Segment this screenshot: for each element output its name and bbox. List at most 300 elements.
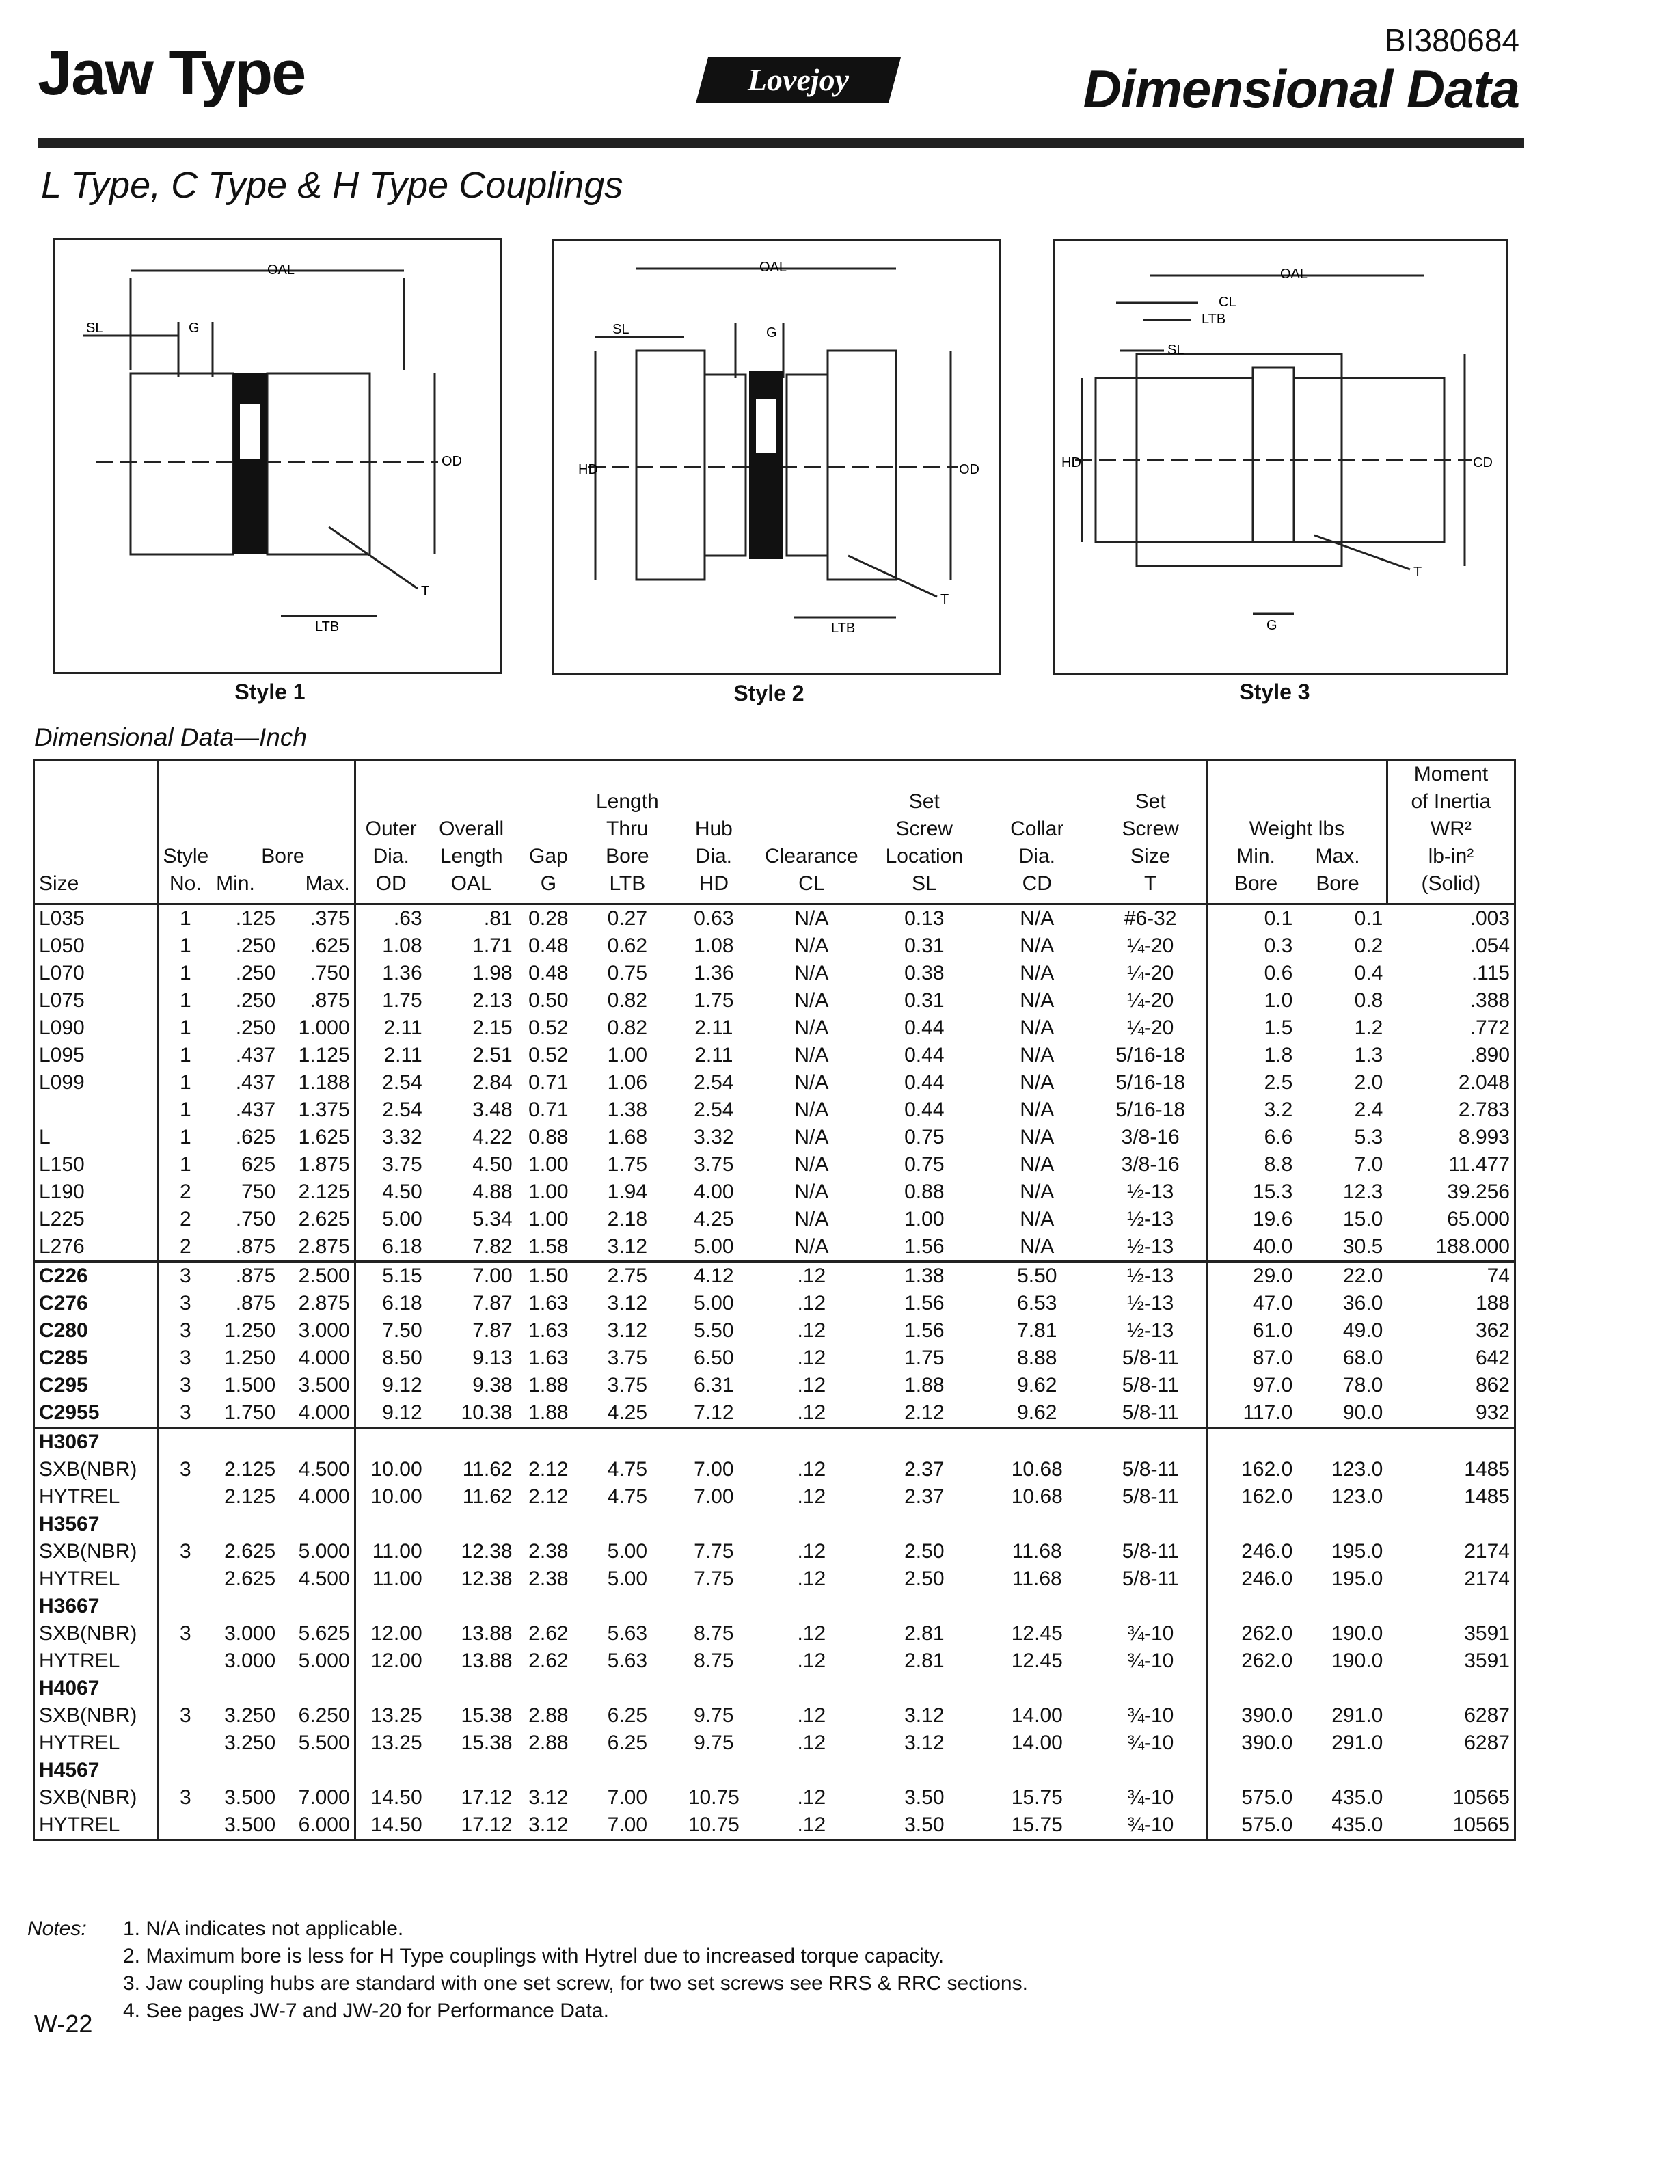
table-cell: 15.75 xyxy=(1011,1814,1063,1836)
table-cell: 61.0 xyxy=(1252,1319,1293,1342)
table-cell xyxy=(1096,1593,1207,1620)
table-cell: 2.783 xyxy=(1458,1098,1510,1121)
table-cell: ½-13 xyxy=(1096,1233,1207,1262)
table-cell: ½-13 xyxy=(1096,1178,1207,1206)
table-cell xyxy=(212,1675,280,1702)
style1-label: Style 1 xyxy=(234,679,306,704)
table-row xyxy=(34,1014,1515,1042)
table-cell: 1.375 xyxy=(280,1096,355,1124)
table-cell: .12 xyxy=(797,1567,826,1590)
table-cell: 1.8 xyxy=(1264,1044,1293,1066)
table-cell xyxy=(580,1675,674,1702)
table-row xyxy=(34,1784,1515,1811)
table-cell: 7.81 xyxy=(1017,1319,1057,1342)
table-cell: N/A xyxy=(794,962,829,984)
table-cell: 932 xyxy=(1475,1401,1510,1424)
table-cell: ½-13 xyxy=(1096,1317,1207,1345)
size-cell: C285 xyxy=(34,1345,158,1372)
table-cell: 8.75 xyxy=(694,1622,734,1645)
table-cell: 3.32 xyxy=(694,1126,734,1148)
table-cell: 5/16-18 xyxy=(1096,1042,1207,1069)
size-cell: SXB(NBR) xyxy=(34,1620,158,1647)
table-cell xyxy=(1387,1593,1515,1620)
table-cell: N/A xyxy=(1020,989,1055,1012)
table-cell: 5/16-18 xyxy=(1096,1096,1207,1124)
table-cell xyxy=(870,1675,979,1702)
table-cell: 750 xyxy=(241,1181,276,1203)
table-cell: 2.62 xyxy=(528,1649,569,1672)
table-cell: 0.31 xyxy=(904,934,945,957)
table-cell xyxy=(426,1675,517,1702)
table-cell xyxy=(426,1757,517,1784)
table-cell: 5/8-11 xyxy=(1096,1483,1207,1511)
table-cell: 246.0 xyxy=(1241,1540,1293,1563)
table-cell: 1.56 xyxy=(904,1319,945,1342)
table-cell: 1.75 xyxy=(694,989,734,1012)
table-cell: 11.00 xyxy=(372,1540,422,1563)
table-cell xyxy=(1387,1675,1515,1702)
table-cell xyxy=(1297,1675,1387,1702)
table-cell: 5.34 xyxy=(472,1208,513,1230)
t-label: T xyxy=(421,584,430,599)
table-cell xyxy=(517,1757,580,1784)
table-cell xyxy=(979,1675,1095,1702)
od-label: OD xyxy=(442,454,462,469)
table-row xyxy=(34,1290,1515,1317)
table-cell: N/A xyxy=(1020,934,1055,957)
table-cell: .12 xyxy=(797,1458,826,1481)
table-cell: 3.75 xyxy=(382,1153,422,1176)
table-cell: 5.63 xyxy=(607,1649,648,1672)
table-cell xyxy=(280,1593,355,1620)
table-cell: 7.00 xyxy=(607,1814,648,1836)
table-cell: 0.8 xyxy=(1354,989,1383,1012)
table-row xyxy=(34,1233,1515,1262)
table-cell: N/A xyxy=(794,1181,829,1203)
table-cell xyxy=(1387,1511,1515,1538)
table-cell xyxy=(355,1511,426,1538)
h-type-rows xyxy=(34,1428,1515,1840)
style1-diagram xyxy=(53,238,502,674)
table-cell: 15.0 xyxy=(1342,1208,1383,1230)
table-cell xyxy=(280,1675,355,1702)
section-title: Dimensional Data xyxy=(1083,59,1519,119)
table-cell: 1.58 xyxy=(528,1235,569,1258)
note-item: 1. N/A indicates not applicable. xyxy=(123,1917,404,1940)
table-cell: 2174 xyxy=(1464,1567,1510,1590)
table-cell: ½-13 xyxy=(1096,1206,1207,1233)
table-cell: 8.50 xyxy=(382,1347,422,1369)
table-cell: 22.0 xyxy=(1297,1262,1387,1291)
table-cell: 117.0 xyxy=(1243,1401,1293,1424)
table-cell: 49.0 xyxy=(1342,1319,1383,1342)
table-cell: 10565 xyxy=(1452,1786,1510,1809)
table-cell: 6.18 xyxy=(382,1235,422,1258)
table-cell: 1.38 xyxy=(607,1098,648,1121)
table-cell: 3.50 xyxy=(904,1814,945,1836)
size-cell: L150 xyxy=(34,1151,158,1178)
table-cell xyxy=(158,1729,212,1757)
table-cell: 6.53 xyxy=(1017,1292,1057,1315)
table-cell: 2.125 xyxy=(224,1458,276,1481)
table-cell: .437 xyxy=(235,1071,276,1094)
table-cell: 15.3 xyxy=(1252,1181,1293,1203)
table-cell: 5/8-11 xyxy=(1096,1456,1207,1483)
table-cell: 4.000 xyxy=(280,1483,355,1511)
table-cell: 12.38 xyxy=(461,1567,513,1590)
table-cell: 7.82 xyxy=(472,1235,513,1258)
table-cell: 40.0 xyxy=(1252,1235,1293,1258)
style3-diagram xyxy=(1053,239,1508,675)
table-cell: 13.88 xyxy=(461,1622,513,1645)
table-cell: .625 xyxy=(235,1126,276,1148)
table-row xyxy=(34,932,1515,960)
table-cell: 0.75 xyxy=(904,1126,945,1148)
table-cell: 2.11 xyxy=(694,1016,733,1039)
table-cell: 2.38 xyxy=(528,1540,569,1563)
table-cell: 262.0 xyxy=(1241,1622,1293,1645)
table-cell: ¾-10 xyxy=(1096,1729,1207,1757)
table-cell: 3 xyxy=(179,1458,191,1481)
table-cell: 2 xyxy=(179,1208,191,1230)
table-cell: 3 xyxy=(179,1622,191,1645)
table-cell: 2.75 xyxy=(580,1262,674,1291)
table-cell: 2.125 xyxy=(224,1485,276,1508)
table-cell: .12 xyxy=(753,1262,869,1291)
table-cell: 195.0 xyxy=(1331,1540,1383,1563)
table-cell xyxy=(158,1757,212,1784)
style3-drawing xyxy=(1055,241,1506,673)
size-cell: L190 xyxy=(34,1178,158,1206)
table-cell: .125 xyxy=(235,907,276,930)
table-cell: 10565 xyxy=(1452,1814,1510,1836)
table-cell: 3.12 xyxy=(607,1235,648,1258)
col-cd: Collar Dia. CD xyxy=(979,760,1095,904)
table-cell: 65.000 xyxy=(1447,1208,1510,1230)
g-label: G xyxy=(766,325,777,340)
table-cell xyxy=(158,1593,212,1620)
note-item: 4. See pages JW-7 and JW-20 for Performance Data. xyxy=(123,1999,609,2022)
table-row xyxy=(34,1151,1515,1178)
table-cell: 6287 xyxy=(1464,1704,1510,1727)
size-cell: HYTREL xyxy=(34,1729,158,1757)
table-cell: 8.75 xyxy=(694,1649,734,1672)
table-cell: 3.000 xyxy=(280,1317,355,1345)
table-cell: ¼-20 xyxy=(1096,932,1207,960)
table-cell: 5.500 xyxy=(280,1729,355,1757)
note-item: 2. Maximum bore is less for H Type couplings with Hytrel due to increased torque capacity. xyxy=(123,1945,945,1967)
table-cell: 1.63 xyxy=(528,1319,569,1342)
table-cell: N/A xyxy=(1020,1016,1055,1039)
table-cell: .250 xyxy=(235,1016,276,1039)
table-cell: 246.0 xyxy=(1241,1567,1293,1590)
table-cell: 0.71 xyxy=(528,1098,569,1121)
table-cell: 9.13 xyxy=(472,1347,513,1369)
table-cell: 1.250 xyxy=(224,1347,276,1369)
style1-drawing xyxy=(55,240,500,672)
table-cell: 1 xyxy=(179,1044,191,1066)
table-cell: ¾-10 xyxy=(1096,1702,1207,1729)
table-cell: 9.75 xyxy=(694,1731,734,1754)
table-cell: 1.88 xyxy=(528,1401,569,1424)
table-cell: 12.38 xyxy=(461,1540,513,1563)
size-cell: H3667 xyxy=(34,1593,158,1620)
table-cell: 2.88 xyxy=(528,1704,569,1727)
table-cell: 5.15 xyxy=(355,1262,426,1291)
table-cell: 4.75 xyxy=(607,1458,648,1481)
table-cell: 642 xyxy=(1475,1347,1510,1369)
table-cell: 0.63 xyxy=(694,907,734,930)
cd-label: CD xyxy=(1473,455,1493,470)
table-cell: 0.75 xyxy=(904,1153,945,1176)
table-cell xyxy=(1206,1511,1297,1538)
table-cell: 5.63 xyxy=(607,1622,648,1645)
size-cell: L050 xyxy=(34,932,158,960)
table-cell: 9.38 xyxy=(472,1374,513,1397)
table-cell: .12 xyxy=(797,1540,826,1563)
table-cell: 87.0 xyxy=(1252,1347,1293,1369)
table-cell: 7.00 xyxy=(694,1458,734,1481)
table-cell: 0.88 xyxy=(528,1126,569,1148)
table-cell: N/A xyxy=(794,1016,829,1039)
table-cell xyxy=(1297,1757,1387,1784)
table-cell: 291.0 xyxy=(1331,1731,1383,1754)
table-cell: 3.48 xyxy=(472,1098,513,1121)
table-cell: 2.50 xyxy=(904,1567,945,1590)
table-cell: 11.62 xyxy=(462,1458,513,1481)
table-row xyxy=(34,1620,1515,1647)
page-title: Jaw Type xyxy=(38,38,306,108)
table-cell xyxy=(580,1593,674,1620)
size-cell: L xyxy=(34,1124,158,1151)
table-cell: 29.0 xyxy=(1206,1262,1297,1291)
table-row xyxy=(34,987,1515,1014)
table-cell: N/A xyxy=(794,1044,829,1066)
table-cell: 14.50 xyxy=(370,1814,422,1836)
table-cell: 1.625 xyxy=(280,1124,355,1151)
table-cell: 1.125 xyxy=(280,1042,355,1069)
table-cell: 2.11 xyxy=(694,1044,733,1066)
table-cell: 1.88 xyxy=(904,1374,945,1397)
table-row xyxy=(34,1593,1515,1620)
table-cell: 7.75 xyxy=(694,1567,734,1590)
table-cell: 0.44 xyxy=(904,1044,945,1066)
table-cell: 1.63 xyxy=(528,1347,569,1369)
size-cell: L075 xyxy=(34,987,158,1014)
table-cell: 2.0 xyxy=(1354,1071,1383,1094)
table-cell: 3591 xyxy=(1464,1649,1510,1672)
table-cell: 7.000 xyxy=(280,1784,355,1811)
table-cell xyxy=(870,1757,979,1784)
table-cell xyxy=(212,1593,280,1620)
table-cell xyxy=(426,1428,517,1457)
table-cell: .890 xyxy=(1469,1044,1510,1066)
table-cell: 14.00 xyxy=(1011,1731,1063,1754)
table-cell: 1.00 xyxy=(528,1208,569,1230)
table-cell: 74 xyxy=(1387,1262,1515,1291)
table-cell: 3.75 xyxy=(607,1347,648,1369)
table-cell: 3.12 xyxy=(904,1704,945,1727)
table-cell: 7.00 xyxy=(694,1485,734,1508)
table-cell xyxy=(1096,1511,1207,1538)
table-row xyxy=(34,1372,1515,1399)
size-cell: L225 xyxy=(34,1206,158,1233)
table-cell: 3 xyxy=(179,1704,191,1727)
table-cell: 12.00 xyxy=(370,1622,422,1645)
col-bore: Bore Min. Max. xyxy=(212,760,355,904)
table-cell: #6-32 xyxy=(1096,904,1207,933)
l-type-rows xyxy=(34,904,1515,1262)
table-cell: 5/16-18 xyxy=(1096,1069,1207,1096)
size-cell: H4567 xyxy=(34,1757,158,1784)
table-row xyxy=(34,1675,1515,1702)
table-cell: N/A xyxy=(794,1071,829,1094)
table-cell: 5.000 xyxy=(280,1538,355,1565)
table-cell: 0.28 xyxy=(528,907,569,930)
table-cell xyxy=(1206,1593,1297,1620)
size-cell: C276 xyxy=(34,1290,158,1317)
table-cell: 4.000 xyxy=(280,1399,355,1428)
logo-text: Lovejoy xyxy=(747,62,850,97)
table-cell: 3.2 xyxy=(1264,1098,1293,1121)
table-cell: 2.50 xyxy=(904,1540,945,1563)
table-row xyxy=(34,1702,1515,1729)
table-cell: 5.50 xyxy=(694,1319,734,1342)
table-cell: 1.00 xyxy=(904,1208,945,1230)
table-cell: 6.000 xyxy=(280,1811,355,1840)
table-cell: 3.75 xyxy=(607,1374,648,1397)
table-cell xyxy=(1206,1675,1297,1702)
table-cell: .250 xyxy=(235,962,276,984)
table-cell: .875 xyxy=(212,1262,280,1291)
table-cell xyxy=(870,1511,979,1538)
table-cell: 7.00 xyxy=(607,1786,648,1809)
table-cell: 5.000 xyxy=(280,1647,355,1675)
table-cell xyxy=(979,1757,1095,1784)
table-cell: 1.08 xyxy=(382,934,422,957)
table-cell: 0.3 xyxy=(1264,934,1293,957)
table-cell: 2.5 xyxy=(1264,1071,1293,1094)
size-cell: L070 xyxy=(34,960,158,987)
table-cell xyxy=(517,1675,580,1702)
table-cell: 2.54 xyxy=(694,1098,734,1121)
table-cell: 4.12 xyxy=(675,1262,753,1291)
table-cell: 4.50 xyxy=(382,1181,422,1203)
table-cell: 3.12 xyxy=(528,1786,569,1809)
table-row xyxy=(34,1042,1515,1069)
col-style: Style No. xyxy=(158,760,212,904)
table-cell: 17.12 xyxy=(461,1786,513,1809)
oal-label: OAL xyxy=(759,260,787,275)
table-cell: 78.0 xyxy=(1342,1374,1383,1397)
size-cell: HYTREL xyxy=(34,1483,158,1511)
table-cell xyxy=(979,1428,1095,1457)
col-weight: Weight lbs Min. Max. Bore Bore xyxy=(1206,760,1387,904)
table-cell: 7.00 xyxy=(426,1262,517,1291)
size-cell: SXB(NBR) xyxy=(34,1702,158,1729)
size-cell: SXB(NBR) xyxy=(34,1456,158,1483)
style3-label: Style 3 xyxy=(1239,679,1310,704)
table-cell: 1 xyxy=(179,934,191,957)
table-cell: 2.12 xyxy=(904,1401,945,1424)
table-cell: 1.00 xyxy=(528,1181,569,1203)
table-cell: 1.36 xyxy=(382,962,422,984)
table-cell: 3.500 xyxy=(280,1372,355,1399)
table-cell xyxy=(753,1757,869,1784)
table-cell: 4.500 xyxy=(280,1456,355,1483)
table-cell: 190.0 xyxy=(1331,1622,1383,1645)
table-cell: .63 xyxy=(393,907,422,930)
style2-diagram xyxy=(552,239,1001,675)
table-cell: .750 xyxy=(235,1208,276,1230)
table-cell: 1.250 xyxy=(224,1319,276,1342)
table-cell: 1.00 xyxy=(607,1044,648,1066)
table-cell: N/A xyxy=(794,934,829,957)
table-cell: 90.0 xyxy=(1342,1401,1383,1424)
table-cell: 9.12 xyxy=(382,1401,422,1424)
table-cell: .12 xyxy=(797,1649,826,1672)
table-row xyxy=(34,1483,1515,1511)
table-cell: 195.0 xyxy=(1331,1567,1383,1590)
table-cell xyxy=(212,1511,280,1538)
col-gap: Gap G xyxy=(517,760,580,904)
page-subtitle: L Type, C Type & H Type Couplings xyxy=(41,165,623,206)
table-cell: 1 xyxy=(179,1126,191,1148)
ltb-label: LTB xyxy=(831,621,856,636)
table-cell: .12 xyxy=(797,1704,826,1727)
table-cell: N/A xyxy=(1020,1153,1055,1176)
table-cell: 162.0 xyxy=(1241,1458,1293,1481)
table-cell: 2.125 xyxy=(280,1178,355,1206)
document-id: BI380684 xyxy=(1385,23,1519,58)
table-cell: .12 xyxy=(797,1786,826,1809)
table-cell: 2.18 xyxy=(607,1208,648,1230)
table-cell: 3 xyxy=(158,1262,212,1291)
table-cell xyxy=(675,1428,753,1457)
table-row xyxy=(34,1069,1515,1096)
table-cell xyxy=(355,1593,426,1620)
oal-label: OAL xyxy=(1280,267,1308,282)
table-cell xyxy=(1297,1428,1387,1457)
table-row xyxy=(34,1178,1515,1206)
table-cell: 2.11 xyxy=(383,1044,422,1066)
table-cell xyxy=(753,1593,869,1620)
table-cell: 0.71 xyxy=(528,1071,569,1094)
size-cell: C2955 xyxy=(34,1399,158,1428)
table-cell: 8.88 xyxy=(1017,1347,1057,1369)
table-cell xyxy=(870,1428,979,1457)
table-cell xyxy=(1206,1428,1297,1457)
table-cell: 6.25 xyxy=(607,1704,648,1727)
table-cell: 4.50 xyxy=(472,1153,513,1176)
table-row xyxy=(34,1456,1515,1483)
table-row xyxy=(34,1511,1515,1538)
table-cell: 4.000 xyxy=(280,1345,355,1372)
style2-drawing xyxy=(554,241,999,673)
table-cell: N/A xyxy=(1020,962,1055,984)
table-row xyxy=(34,904,1515,933)
table-cell: 0.13 xyxy=(904,907,945,930)
table-cell: 1.75 xyxy=(382,989,422,1012)
table-cell xyxy=(979,1511,1095,1538)
table-cell: .12 xyxy=(797,1374,826,1397)
table-cell: 575.0 xyxy=(1241,1786,1293,1809)
table-row xyxy=(34,1811,1515,1840)
table-cell xyxy=(1096,1675,1207,1702)
table-cell: 0.44 xyxy=(904,1016,945,1039)
table-cell: 362 xyxy=(1475,1319,1510,1342)
table-header-row xyxy=(34,760,1515,904)
